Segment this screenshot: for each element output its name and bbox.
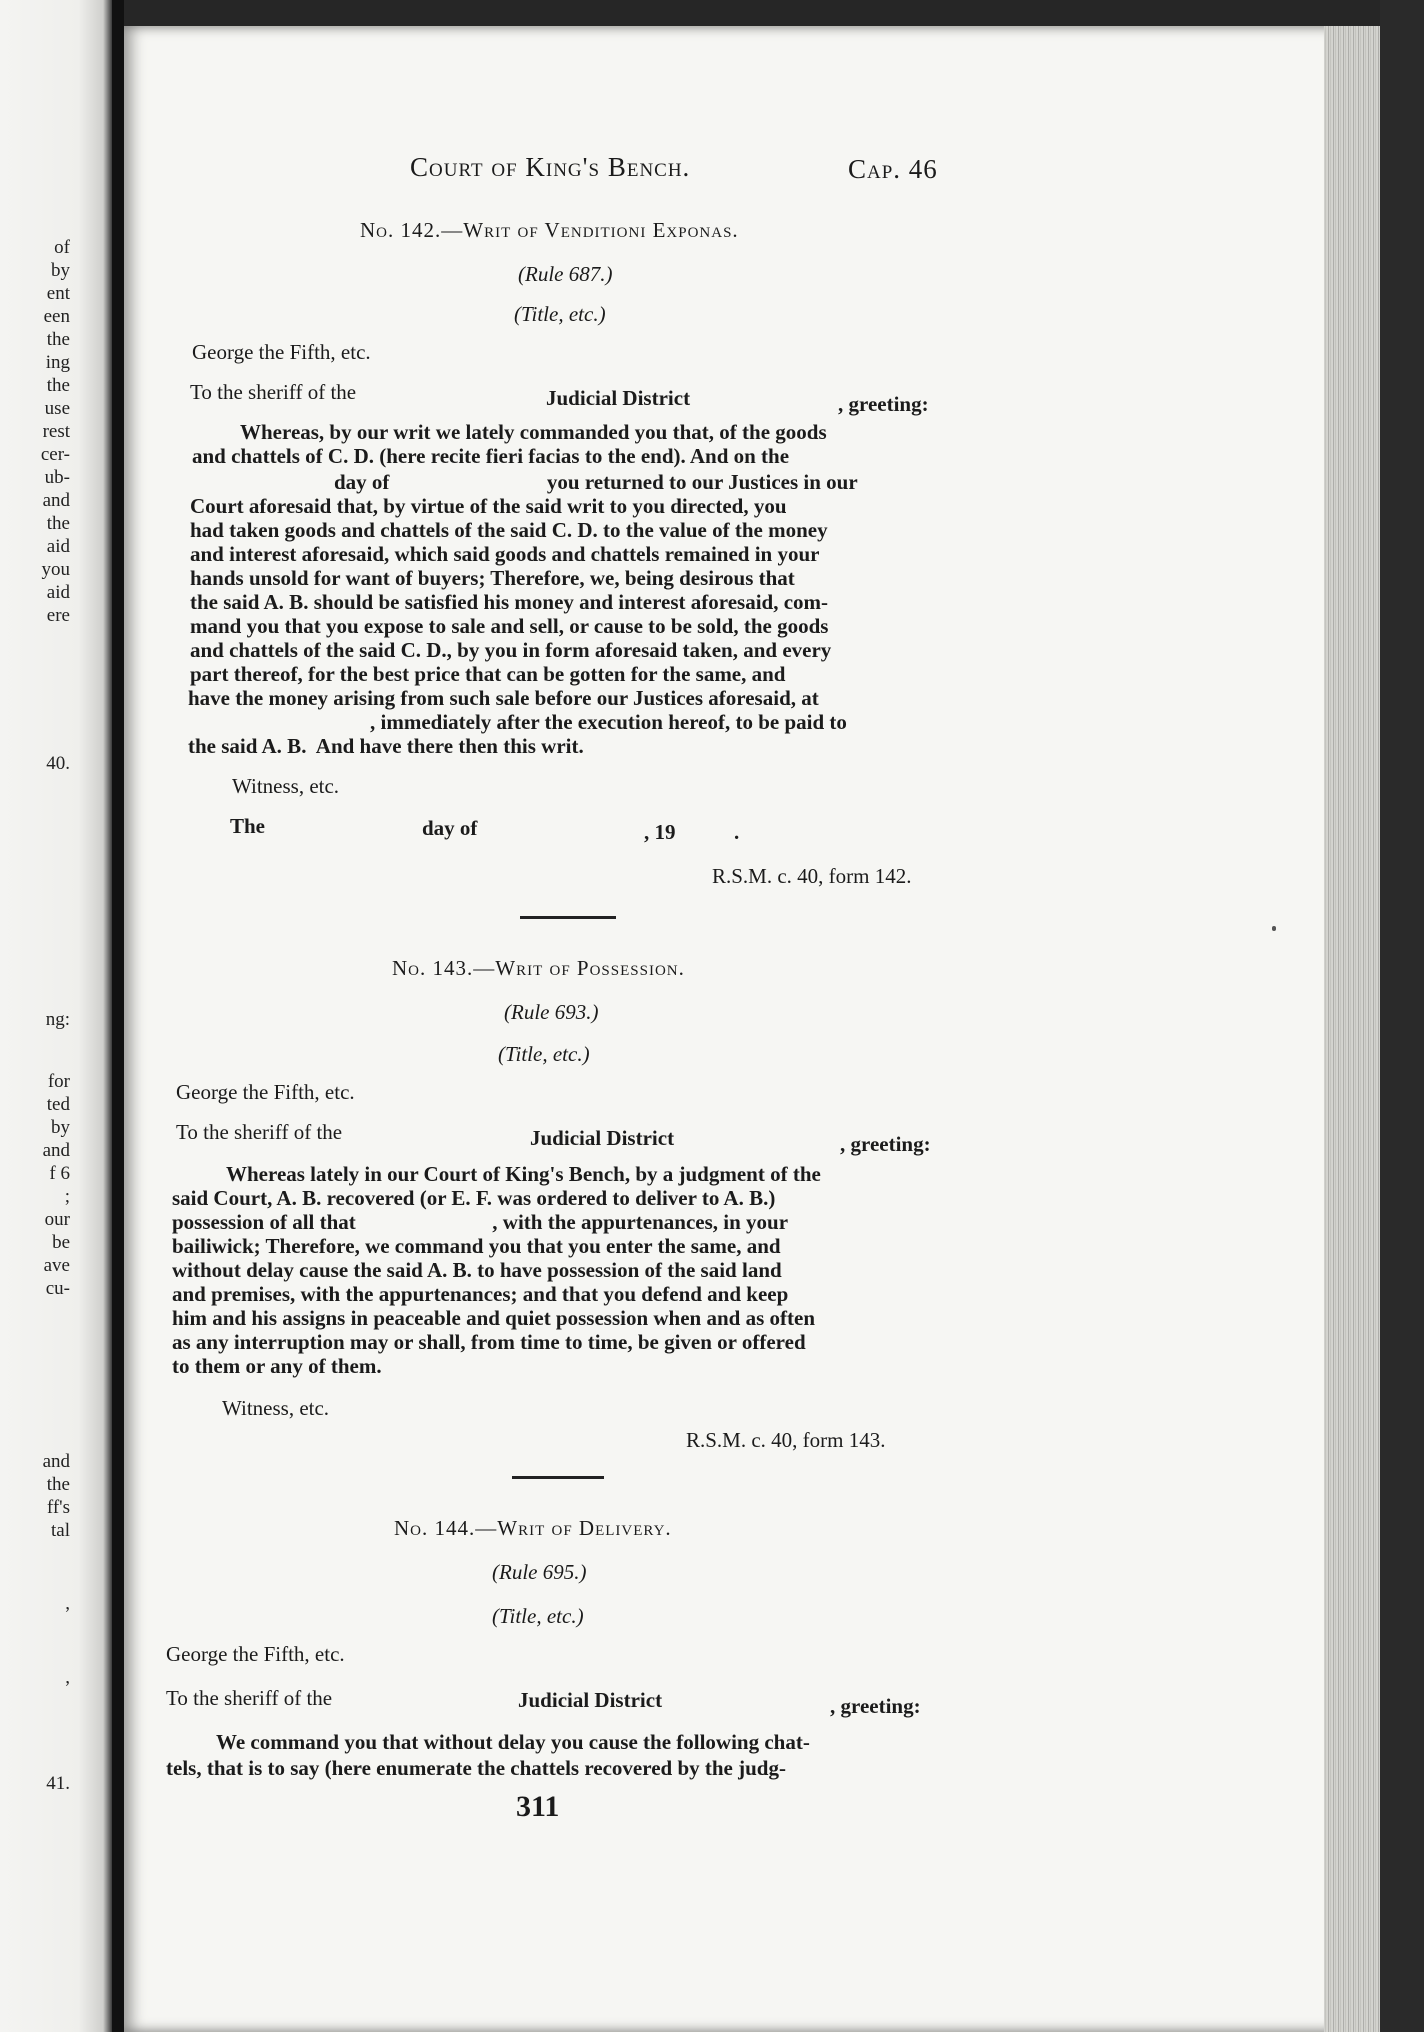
- form-143-greeting: , greeting:: [840, 1132, 931, 1156]
- form-143-body-line: to them or any of them.: [172, 1354, 382, 1378]
- margin-fragment-comma-1: ,: [65, 1593, 70, 1614]
- margin-fragment-number-1: 40.: [46, 753, 70, 774]
- margin-fragment-group-3: and the ff's tal: [42, 1451, 70, 1541]
- running-head: Court of King's Bench.: [410, 152, 691, 182]
- form-143-citation: R.S.M. c. 40, form 143.: [686, 1428, 886, 1452]
- form-142-body-line: the said A. B. And have there then this writ.: [188, 734, 584, 758]
- form-143-district: Judicial District: [530, 1126, 675, 1150]
- form-143-body-line: bailiwick; Therefore, we command you that you enter the same, and: [172, 1234, 781, 1258]
- form-143-title-etc: (Title, etc.): [498, 1042, 590, 1066]
- form-144-rule: (Rule 695.): [492, 1560, 587, 1584]
- form-142-body-line: hands unsold for want of buyers; Therefore, we, being desirous that: [190, 566, 795, 590]
- form-142-body-line: part thereof, for the best price that can be gotten for the same, and: [190, 662, 786, 686]
- form-142-date-period: .: [734, 820, 740, 844]
- scan-top-band: [112, 0, 1424, 26]
- form-143-body-line: said Court, A. B. recovered (or E. F. was ordered to deliver to A. B.): [172, 1186, 776, 1210]
- margin-fragment-heading: ng:: [45, 1009, 70, 1030]
- form-142-citation: R.S.M. c. 40, form 142.: [712, 864, 912, 888]
- form-143-witness: Witness, etc.: [222, 1396, 330, 1420]
- speck-mark: [1272, 926, 1276, 931]
- page-number: 311: [516, 1790, 560, 1823]
- form-142-body-line: Whereas, by our writ we lately commanded you that, of the goods: [240, 420, 827, 444]
- form-143-title: No. 143.—Writ of Possession.: [392, 956, 685, 980]
- section-divider: [520, 916, 616, 919]
- form-142-body-line: and chattels of C. D. (here recite fieri facias to the end). And on the: [192, 444, 790, 468]
- form-143-body-line: as any interruption may or shall, from time to time, be given or offered: [172, 1330, 806, 1354]
- book-gutter: [112, 0, 124, 2032]
- form-142-greeting: , greeting:: [838, 392, 929, 416]
- margin-fragment-group-1: of by ent een the ing the use rest cer- ub- and the aid you aid ere: [40, 237, 70, 626]
- form-142-salutation: George the Fifth, etc.: [192, 340, 371, 364]
- form-142-body-line: Court aforesaid that, by virtue of the said writ to you directed, you: [190, 494, 787, 518]
- form-142-district: Judicial District: [546, 386, 691, 410]
- form-144-salutation: George the Fifth, etc.: [166, 1642, 345, 1666]
- form-143-rule: (Rule 693.): [504, 1000, 599, 1024]
- scan-right-edge: [1380, 0, 1424, 2032]
- form-142-title: No. 142.—Writ of Venditioni Exponas.: [360, 218, 739, 242]
- form-144-title-etc: (Title, etc.): [492, 1604, 584, 1628]
- form-143-body-line: possession of all that , with the appurtenances, in your: [172, 1210, 789, 1234]
- form-143-to-sheriff: To the sheriff of the: [176, 1120, 343, 1144]
- form-142-title-etc: (Title, etc.): [514, 302, 606, 326]
- form-142-body-line: , immediately after the execution hereof, to be paid to: [370, 710, 847, 734]
- form-144-title: No. 144.—Writ of Delivery.: [394, 1516, 672, 1540]
- form-142-body-line: have the money arising from such sale before our Justices aforesaid, at: [188, 686, 819, 710]
- form-142-rule: (Rule 687.): [518, 262, 613, 286]
- chapter-number: Cap. 46: [848, 154, 938, 184]
- form-143-body-line: and premises, with the appurtenances; and that you defend and keep: [172, 1282, 789, 1306]
- margin-fragment-group-2: for ted by and f 6 ; our be ave cu-: [42, 1071, 70, 1299]
- form-144-district: Judicial District: [518, 1688, 663, 1712]
- form-144-greeting: , greeting:: [830, 1694, 921, 1718]
- form-143-body-line: without delay cause the said A. B. to have possession of the said land: [172, 1258, 782, 1282]
- section-divider: [512, 1476, 604, 1479]
- form-142-date-day-of: day of: [422, 816, 478, 840]
- form-142-date-the: The: [230, 814, 266, 838]
- form-142-body-line: mand you that you expose to sale and sell, or cause to be sold, the goods: [190, 614, 829, 638]
- form-143-body-line: Whereas lately in our Court of King's Bench, by a judgment of the: [226, 1162, 821, 1186]
- form-142-body-line: day of you returned to our Justices in our: [334, 470, 858, 494]
- form-144-body-line: We command you that without delay you cause the following chat-: [216, 1730, 810, 1754]
- facing-page-fragment: [0, 0, 112, 2032]
- form-144-to-sheriff: To the sheriff of the: [166, 1686, 333, 1710]
- form-142-to-sheriff: To the sheriff of the: [190, 380, 357, 404]
- form-142-body-line: had taken goods and chattels of the said C. D. to the value of the money: [190, 518, 828, 542]
- form-142-body-line: and interest aforesaid, which said goods and chattels remained in your: [190, 542, 820, 566]
- form-144-body-line: tels, that is to say (here enumerate the chattels recovered by the judg-: [166, 1756, 786, 1780]
- form-143-body-line: him and his assigns in peaceable and quiet possession when and as often: [172, 1306, 816, 1330]
- form-142-body-line: the said A. B. should be satisfied his money and interest aforesaid, com-: [190, 590, 829, 614]
- margin-fragment-number-2: 41.: [46, 1773, 70, 1794]
- form-142-body-line: and chattels of the said C. D., by you in form aforesaid taken, and every: [190, 638, 832, 662]
- form-142-witness: Witness, etc.: [232, 774, 340, 798]
- form-143-salutation: George the Fifth, etc.: [176, 1080, 355, 1104]
- form-142-date-year: , 19: [644, 820, 676, 844]
- margin-fragment-comma-2: ,: [65, 1667, 70, 1688]
